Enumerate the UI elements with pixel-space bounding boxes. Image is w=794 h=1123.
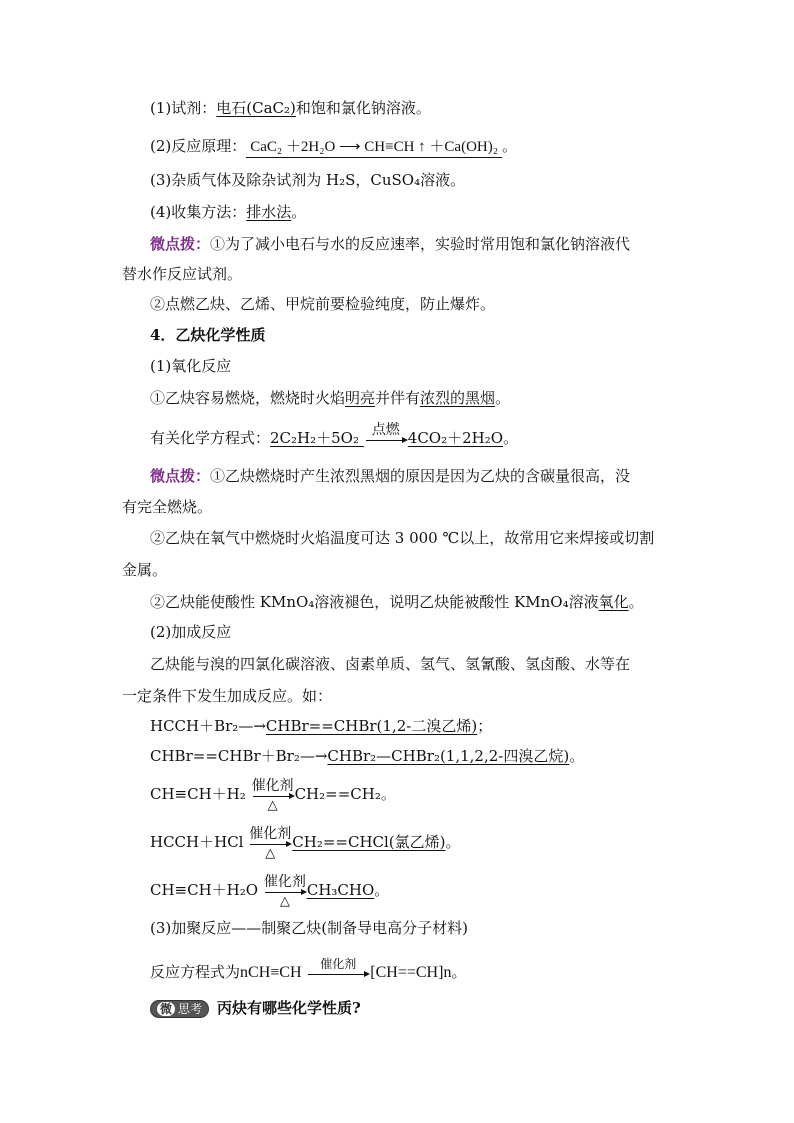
section-heading: 4．乙炔化学性质 (150, 326, 266, 344)
heat-icon: △ (267, 798, 278, 813)
equation-h2o: CH≡CH＋H₂O 催化剂 △ CH₃CHO。 (150, 876, 389, 906)
subheading-polymerization: (3)加聚反应——制聚乙炔(制备导电高分子材料) (150, 919, 468, 937)
equation-h2: CH≡CH＋H₂ 催化剂 △ CH₂==CH₂。 (150, 780, 396, 810)
line-principle: (2)反应原理： CaC₂ ＋2H₂O ⟶ CH≡CH ↑ ＋Ca(OH)₂ 。 (150, 136, 517, 158)
equation-br2-1: HCCH＋Br₂—→CHBr==CHBr(1,2-二溴乙烯)； (150, 717, 493, 735)
reaction-condition: 点燃 (364, 424, 408, 454)
principle-equation: CaC₂ ＋2H₂O ⟶ CH≡CH ↑ ＋Ca(OH)₂ (246, 137, 502, 158)
line-collection: (4)收集方法：排水法。 (150, 203, 307, 221)
think-question: 微 思考 丙炔有哪些化学性质? (150, 998, 361, 1018)
tip-2-line-2: 有完全燃烧。 (122, 498, 213, 516)
line-impurity: (3)杂质气体及除杂试剂为 H₂S，CuSO₄溶液。 (150, 171, 466, 189)
line-combustion-equation: 有关化学方程式：2C₂H₂＋5O₂ 点燃 4CO₂＋2H₂O。 (150, 424, 518, 454)
equation-polymerization: 反应方程式为nCH≡CH 催化剂 [CH==CH]n。 (150, 958, 466, 988)
arrow-icon (308, 974, 368, 975)
tip-2-line-4: 金属。 (122, 561, 168, 579)
tip-label: 微点拨： (150, 467, 211, 485)
equation-br2-2: CHBr==CHBr＋Br₂—→CHBr₂—CHBr₂(1,1,2,2-四溴乙烷)。 (150, 747, 585, 765)
heat-icon: △ (279, 894, 290, 909)
think-badge: 微 思考 (150, 1000, 209, 1018)
reaction-condition: 催化剂 △ (263, 876, 307, 906)
tip-2-line-3: ②乙炔在氧气中燃烧时火焰温度可达 3 000 ℃以上，故常用它来焊接或切割 (150, 529, 655, 547)
tip-2-line-1: 微点拨：①乙炔燃烧时产生浓烈黑烟的原因是因为乙炔的含碳量很高，没 (150, 467, 631, 485)
equation-hcl: HCCH＋HCl 催化剂 △ CH₂==CHCl(氯乙烯)。 (150, 828, 461, 858)
addition-intro-1: 乙炔能与溴的四氯化碳溶液、卤素单质、氢气、氢氰酸、氢卤酸、水等在 (150, 655, 631, 673)
tip-label: 微点拨： (150, 235, 211, 253)
tip-1-line-3: ②点燃乙炔、乙烯、甲烷前要检验纯度，防止爆炸。 (150, 295, 496, 313)
heat-icon: △ (265, 846, 276, 861)
reaction-condition: 催化剂 (306, 958, 370, 988)
line-reagent: (1)试剂：电石(CaC₂)和饱和氯化钠溶液。 (150, 99, 431, 117)
reaction-condition: 催化剂 △ (251, 780, 295, 810)
addition-intro-2: 一定条件下发生加成反应。如： (122, 687, 333, 705)
subheading-addition: (2)加成反应 (150, 623, 232, 641)
tip-1-line-1: 微点拨：①为了减小电石与水的反应速率，实验时常用饱和氯化钠溶液代 (150, 235, 631, 253)
subheading-oxidation: (1)氧化反应 (150, 357, 232, 375)
arrow-icon (366, 440, 406, 441)
line-kmno4: ②乙炔能使酸性 KMnO₄溶液褪色，说明乙炔能被酸性 KMnO₄溶液氧化。 (150, 593, 644, 611)
reagent-answer: 电石(CaC₂) (216, 99, 296, 117)
tip-1-line-2: 替水作反应试剂。 (122, 265, 243, 283)
collection-answer: 排水法 (246, 203, 292, 221)
line-combustion: ①乙炔容易燃烧，燃烧时火焰明亮并伴有浓烈的黑烟。 (150, 389, 511, 407)
reaction-condition: 催化剂 △ (248, 828, 292, 858)
